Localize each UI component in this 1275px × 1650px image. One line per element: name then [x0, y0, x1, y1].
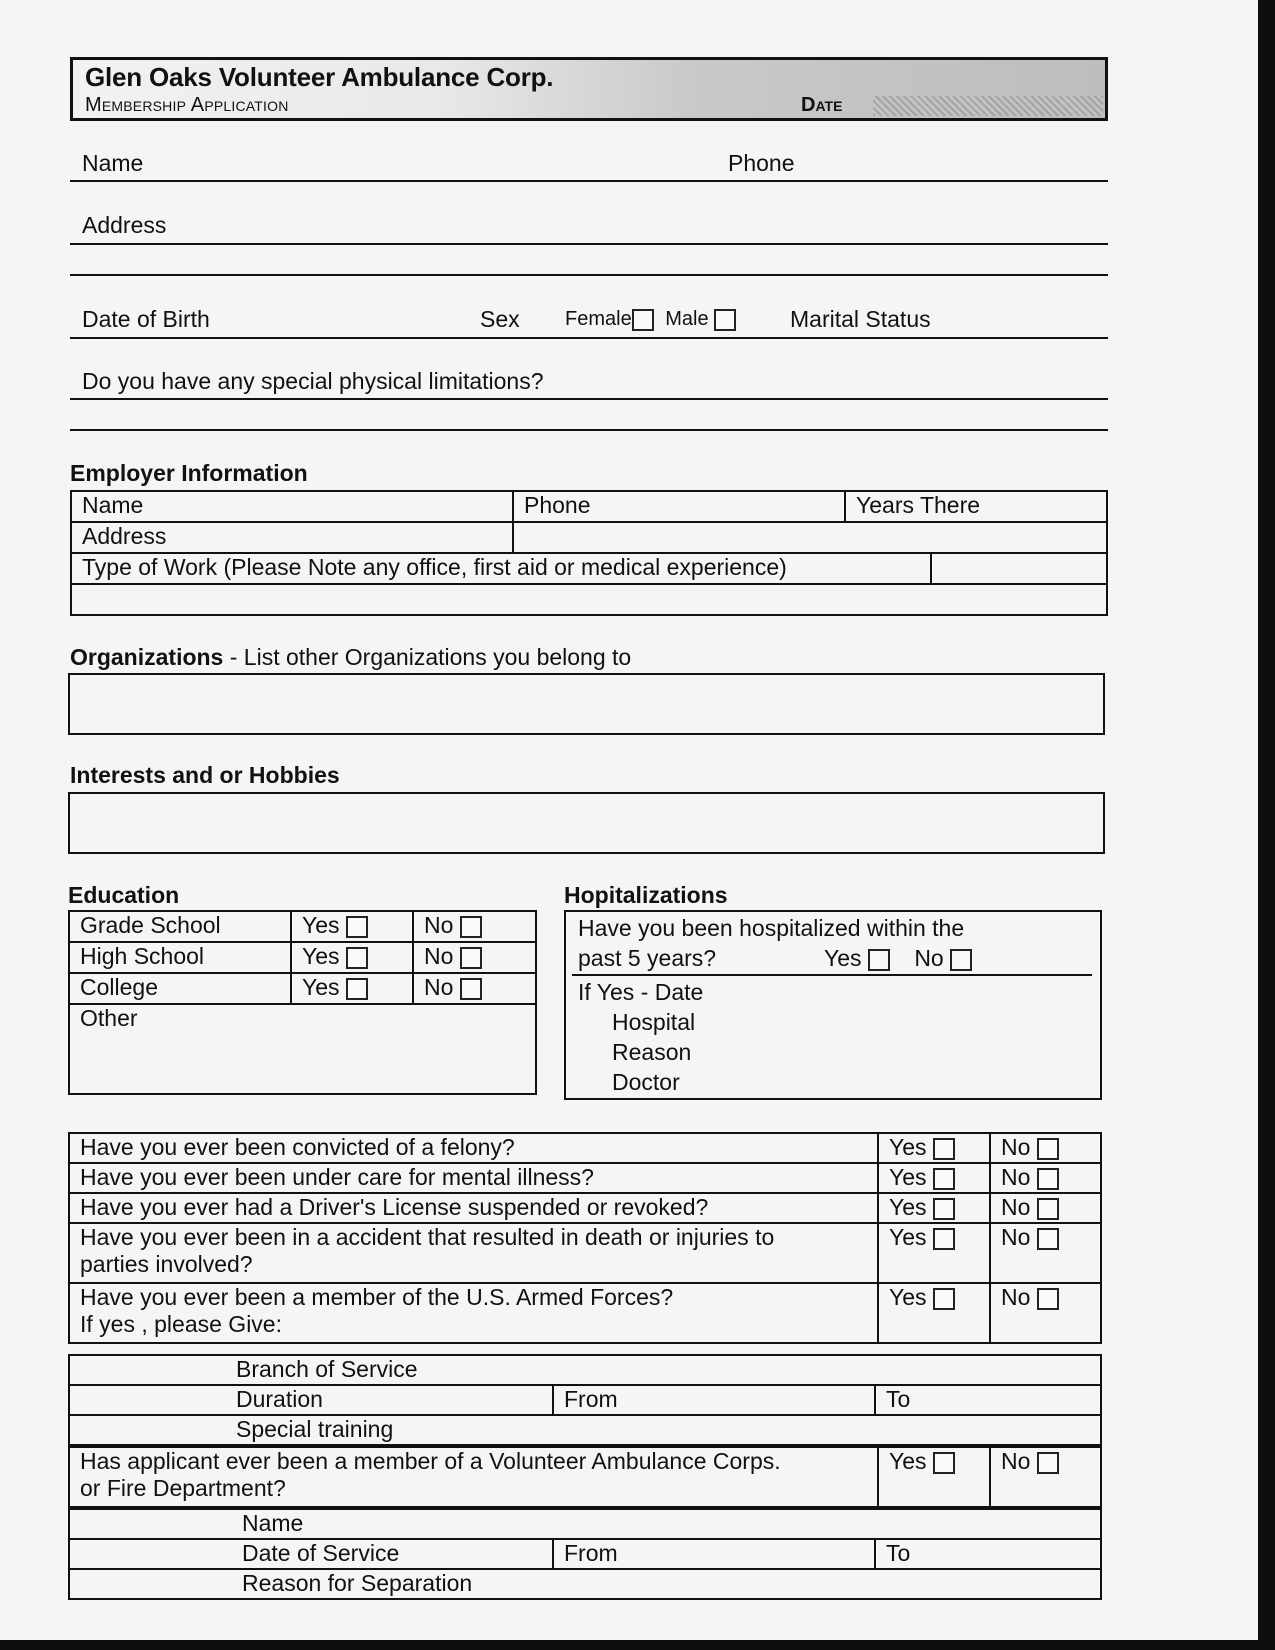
education-label-cell — [69, 973, 291, 1004]
service-to-field[interactable] — [875, 1539, 1101, 1569]
organizations-subtitle: - List other Organizations you belong to — [223, 644, 632, 670]
form-subtitle: Membership Application — [85, 94, 289, 116]
organizations-title: Organizations — [70, 644, 224, 670]
military-details-table — [68, 1354, 1102, 1446]
branch-of-service-label: Branch of Service — [236, 1356, 418, 1382]
mental-illness-no-checkbox[interactable] — [1037, 1168, 1059, 1190]
high-school-no-checkbox[interactable] — [460, 947, 482, 969]
education-section-title: Education — [68, 882, 180, 908]
sex-options — [565, 308, 736, 331]
question-cell — [69, 1133, 878, 1163]
question-cell — [69, 1283, 878, 1343]
education-label-cell — [69, 911, 291, 942]
felony-question: Have you ever been convicted of a felony? — [80, 1134, 515, 1160]
employer-name-cell[interactable] — [71, 491, 513, 522]
felony-yes-checkbox[interactable] — [933, 1138, 955, 1160]
hospitalizations-box — [564, 910, 1102, 1100]
question-no-cell — [990, 1447, 1101, 1507]
yes-label: Yes — [889, 1164, 927, 1190]
address-line-1[interactable] — [70, 243, 1108, 245]
question-no-cell — [990, 1283, 1101, 1343]
volunteer-question-cont: or Fire Department? — [80, 1475, 286, 1501]
yes-label: Yes — [889, 1194, 927, 1220]
education-no-cell — [413, 911, 536, 942]
education-yes-cell — [291, 973, 413, 1004]
no-label: No — [1001, 1284, 1031, 1310]
hospitalized-yes-checkbox[interactable] — [868, 949, 890, 971]
question-yes-cell — [878, 1283, 990, 1343]
yes-label: Yes — [889, 1448, 927, 1474]
hospitalized-question-line2: past 5 years? — [578, 945, 717, 971]
duration-cell — [69, 1385, 553, 1415]
college-label: College — [80, 974, 158, 1000]
sex-label: Sex — [480, 306, 520, 332]
volunteer-question: Has applicant ever been a member of a Volunteer Ambulance Corps. — [80, 1448, 781, 1474]
education-no-cell — [413, 942, 536, 973]
hospitalized-no-checkbox[interactable] — [950, 949, 972, 971]
employer-years-label: Years There — [856, 492, 981, 518]
employer-phone-label: Phone — [524, 492, 591, 518]
employer-address-field[interactable] — [513, 522, 1107, 553]
volunteer-name-label: Name — [242, 1510, 304, 1536]
volunteer-table — [68, 1446, 1102, 1508]
employer-table — [70, 490, 1108, 554]
male-label: Male — [665, 308, 709, 330]
armed-forces-no-checkbox[interactable] — [1037, 1288, 1059, 1310]
hospitalizations-divider — [572, 974, 1092, 976]
college-yes-checkbox[interactable] — [346, 978, 368, 1000]
work-type-field[interactable] — [71, 584, 1107, 615]
hospital-doctor-label: Doctor — [612, 1069, 680, 1095]
yes-label: Yes — [889, 1224, 927, 1250]
duration-label: Duration — [236, 1386, 323, 1412]
work-type-extra-field[interactable] — [931, 553, 1107, 584]
interests-field[interactable] — [68, 792, 1105, 854]
mental-illness-question: Have you ever been under care for mental illness? — [80, 1164, 594, 1190]
accident-question-cont: parties involved? — [80, 1251, 253, 1277]
from-label: From — [564, 1386, 618, 1412]
phone-label: Phone — [728, 150, 795, 176]
grade-school-label: Grade School — [80, 912, 221, 938]
no-label: No — [424, 943, 454, 969]
employer-years-cell[interactable] — [845, 491, 1107, 522]
armed-forces-question: Have you ever been a member of the U.S. Armed Forces? — [80, 1284, 674, 1310]
military-from-field[interactable] — [553, 1385, 875, 1415]
organization-title: Glen Oaks Volunteer Ambulance Corp. — [85, 62, 554, 92]
service-from-field[interactable] — [553, 1539, 875, 1569]
college-no-checkbox[interactable] — [460, 978, 482, 1000]
hospitalized-question-line1: Have you been hospitalized within the — [578, 915, 965, 941]
background-questions-table — [68, 1132, 1102, 1344]
scan-edge-right — [1258, 0, 1275, 1650]
separation-reason-field[interactable] — [69, 1569, 1101, 1599]
license-yes-checkbox[interactable] — [933, 1198, 955, 1220]
employer-address-cell[interactable] — [71, 522, 513, 553]
date-of-service-label: Date of Service — [242, 1540, 400, 1566]
yes-label: Yes — [824, 945, 862, 971]
date-field[interactable] — [873, 96, 1103, 116]
employer-phone-cell[interactable] — [513, 491, 845, 522]
special-training-label: Special training — [236, 1416, 394, 1442]
to-label: To — [886, 1540, 911, 1566]
armed-forces-followup: If yes , please Give: — [80, 1311, 282, 1337]
date-of-service-cell — [69, 1539, 553, 1569]
armed-forces-yes-checkbox[interactable] — [933, 1288, 955, 1310]
yes-label: Yes — [302, 912, 340, 938]
employer-address-label: Address — [82, 523, 167, 549]
no-label: No — [1001, 1194, 1031, 1220]
question-cell — [69, 1163, 878, 1193]
question-yes-cell — [878, 1223, 990, 1283]
question-yes-cell — [878, 1133, 990, 1163]
no-label: No — [1001, 1134, 1031, 1160]
question-cell — [69, 1447, 878, 1507]
question-yes-cell — [878, 1163, 990, 1193]
organizations-section-title — [70, 644, 631, 671]
scan-edge-bottom — [0, 1640, 1275, 1650]
yes-label: Yes — [889, 1284, 927, 1310]
license-no-checkbox[interactable] — [1037, 1198, 1059, 1220]
no-label: No — [424, 974, 454, 1000]
accident-question: Have you ever been in a accident that resulted in death or injuries to — [80, 1224, 775, 1250]
yes-label: Yes — [302, 943, 340, 969]
education-no-cell — [413, 973, 536, 1004]
license-question: Have you ever had a Driver's License suspended or revoked? — [80, 1194, 709, 1220]
high-school-label: High School — [80, 943, 205, 969]
yes-label: Yes — [889, 1134, 927, 1160]
felony-no-checkbox[interactable] — [1037, 1138, 1059, 1160]
address-line-2[interactable] — [70, 274, 1108, 276]
marital-status-label: Marital Status — [790, 306, 931, 332]
hospital-name-label: Hospital — [612, 1009, 696, 1035]
question-cell — [69, 1223, 878, 1283]
education-other-field[interactable] — [69, 1004, 536, 1094]
date-label: Date — [801, 94, 843, 116]
education-yes-cell — [291, 942, 413, 973]
male-checkbox[interactable] — [714, 309, 736, 331]
volunteer-yes-checkbox[interactable] — [933, 1452, 955, 1474]
separation-reason-label: Reason for Separation — [242, 1570, 473, 1596]
yes-label: Yes — [302, 974, 340, 1000]
no-label: No — [1001, 1164, 1031, 1190]
dob-line[interactable] — [70, 337, 1108, 339]
high-school-yes-checkbox[interactable] — [346, 947, 368, 969]
volunteer-no-checkbox[interactable] — [1037, 1452, 1059, 1474]
female-label: Female — [565, 308, 632, 330]
question-no-cell — [990, 1163, 1101, 1193]
special-training-field[interactable] — [69, 1415, 1101, 1445]
no-label: No — [914, 945, 944, 971]
question-no-cell — [990, 1193, 1101, 1223]
from-label: From — [564, 1540, 618, 1566]
mental-illness-yes-checkbox[interactable] — [933, 1168, 955, 1190]
employer-section-title: Employer Information — [70, 460, 308, 486]
address-label: Address — [82, 212, 167, 238]
grade-school-no-checkbox[interactable] — [460, 916, 482, 938]
education-label-cell — [69, 942, 291, 973]
grade-school-yes-checkbox[interactable] — [346, 916, 368, 938]
no-label: No — [1001, 1448, 1031, 1474]
question-no-cell — [990, 1133, 1101, 1163]
question-cell — [69, 1193, 878, 1223]
female-checkbox[interactable] — [632, 309, 654, 331]
no-label: No — [424, 912, 454, 938]
education-table — [68, 910, 537, 1095]
military-to-field[interactable] — [875, 1385, 1101, 1415]
branch-of-service-field[interactable] — [69, 1355, 1101, 1385]
employer-work-table — [70, 552, 1108, 616]
limitations-label: Do you have any special physical limitations? — [82, 368, 544, 394]
hospitalizations-section-title: Hopitalizations — [564, 882, 728, 908]
hospital-date-label: If Yes - Date — [578, 979, 704, 1005]
question-yes-cell — [878, 1447, 990, 1507]
question-no-cell — [990, 1223, 1101, 1283]
no-label: No — [1001, 1224, 1031, 1250]
interests-section-title: Interests and or Hobbies — [70, 762, 340, 788]
question-yes-cell — [878, 1193, 990, 1223]
work-type-label: Type of Work (Please Note any office, first aid or medical experience) — [82, 554, 787, 580]
volunteer-name-field[interactable] — [69, 1509, 1101, 1539]
name-phone-line[interactable] — [70, 180, 1108, 182]
work-type-cell — [71, 553, 931, 584]
organizations-field[interactable] — [68, 673, 1105, 735]
employer-name-label: Name — [82, 492, 144, 518]
limitations-line-1[interactable] — [70, 398, 1108, 400]
volunteer-details-table — [68, 1508, 1102, 1600]
name-label: Name — [82, 150, 144, 176]
accident-no-checkbox[interactable] — [1037, 1228, 1059, 1250]
hospitalized-options — [824, 945, 972, 972]
form-header — [70, 57, 1108, 121]
hospital-reason-label: Reason — [612, 1039, 692, 1065]
dob-label: Date of Birth — [82, 306, 210, 332]
to-label: To — [886, 1386, 911, 1412]
education-yes-cell — [291, 911, 413, 942]
education-other-label: Other — [80, 1005, 138, 1031]
accident-yes-checkbox[interactable] — [933, 1228, 955, 1250]
limitations-line-2[interactable] — [70, 429, 1108, 431]
